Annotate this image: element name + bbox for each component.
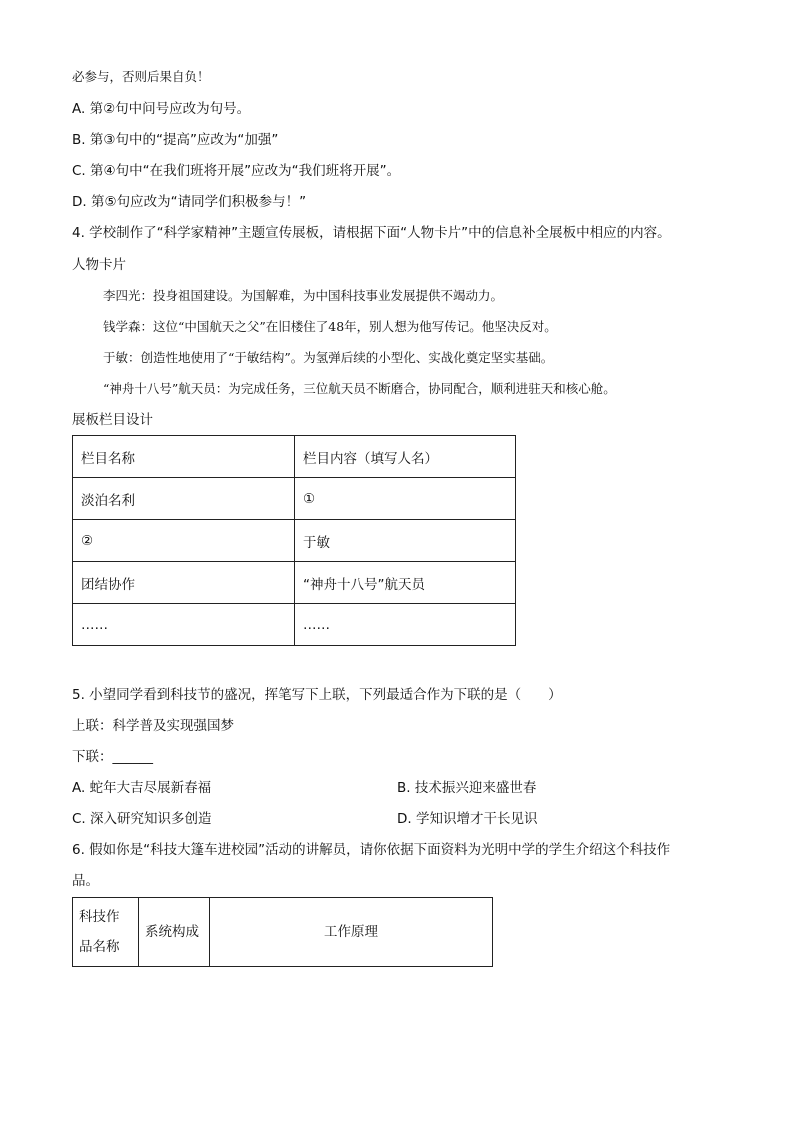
q5-upper-couplet: 上联：科学普及实现强国梦 (72, 718, 234, 734)
q5-stem: 5. 小望同学看到科技节的盛况，挥笔写下上联，下列最适合作为下联的是（ ） (72, 687, 562, 703)
table-cell: 栏目内容（填写人名） (295, 436, 516, 478)
table-cell: 团结协作 (73, 562, 295, 604)
card-line: “神舟十八号”航天员：为完成任务，三位航天员不断磨合，协同配合，顺利进驻天和核心舱。 (103, 381, 616, 396)
q5-option-c: C. 深入研究知识多创造 (72, 811, 212, 827)
board-title: 展板栏目设计 (72, 412, 153, 428)
tech-table (72, 897, 493, 967)
table-cell: ② (73, 520, 295, 562)
table-row (73, 898, 493, 967)
table-cell: …… (295, 604, 516, 646)
q3-option-a: A. 第②句中问号应改为句号。 (72, 101, 251, 117)
card-line: 钱学森：这位“中国航天之父”在旧楼住了48年，别人想为他写传记。他坚决反对。 (103, 319, 557, 334)
table-cell: 于敏 (295, 520, 516, 562)
q5-option-a: A. 蛇年大吉尽展新春福 (72, 780, 212, 796)
table-cell: 栏目名称 (73, 436, 295, 478)
board-table (72, 435, 516, 646)
table-row (73, 604, 516, 646)
table-row (73, 436, 516, 478)
q4-stem: 4. 学校制作了“科学家精神”主题宣传展板，请根据下面“人物卡片”中的信息补全展板中相应的内容。 (72, 225, 671, 241)
table-cell: ① (295, 478, 516, 520)
table-header-cell: 工作原理 (210, 898, 493, 967)
q3-option-c: C. 第④句中“在我们班将开展”应改为“我们班将开展”。 (72, 163, 401, 179)
q6-stem-line2: 品。 (72, 873, 99, 889)
table-row (73, 478, 516, 520)
table-header-cell: 科技作品名称 (73, 898, 139, 967)
table-cell: 淡泊名利 (73, 478, 295, 520)
q5-lower-couplet: 下联：______ (72, 749, 153, 765)
q5-option-d: D. 学知识增才干长见识 (397, 811, 538, 827)
table-row (73, 562, 516, 604)
card-line: 于敏：创造性地使用了“于敏结构”。为氢弹后续的小型化、实战化奠定坚实基础。 (103, 350, 554, 365)
top-note: 必参与，否则后果自负！ (72, 69, 210, 84)
q3-option-b: B. 第③句中的“提高”应改为“加强” (72, 132, 279, 148)
table-cell: “神舟十八号”航天员 (295, 562, 516, 604)
q5-option-b: B. 技术振兴迎来盛世春 (397, 780, 537, 796)
table-header-cell: 系统构成 (139, 898, 210, 967)
table-cell: …… (73, 604, 295, 646)
table-row (73, 520, 516, 562)
card-line: 李四光：投身祖国建设。为国解难，为中国科技事业发展提供不竭动力。 (103, 288, 504, 303)
card-title: 人物卡片 (72, 257, 126, 273)
q3-option-d: D. 第⑤句应改为“请同学们积极参与！” (72, 194, 307, 210)
q6-stem-line1: 6. 假如你是“科技大篷车进校园”活动的讲解员，请你依据下面资料为光明中学的学生介绍这个科技作 (72, 842, 671, 858)
